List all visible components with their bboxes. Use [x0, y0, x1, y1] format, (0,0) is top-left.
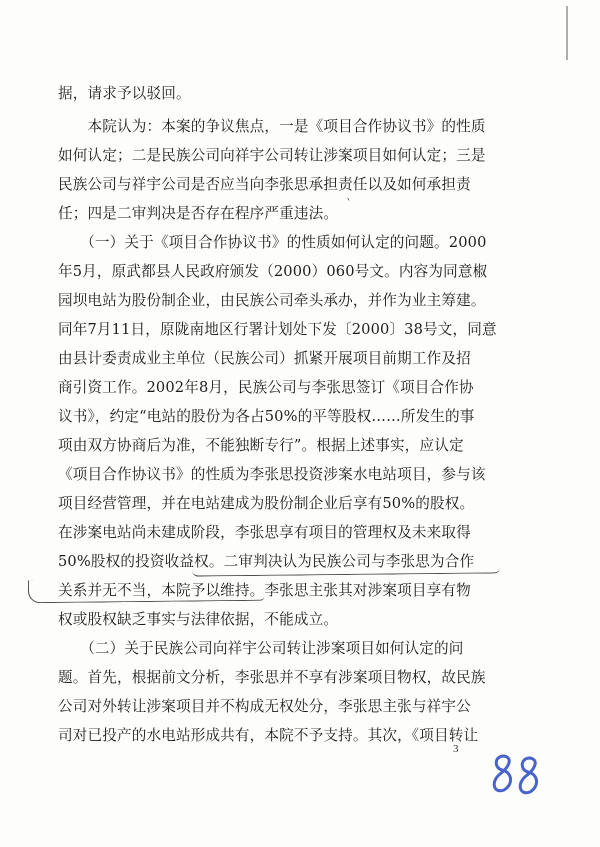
body-line-6: （一）关于《项目合作协议书》的性质如何认定的问题。2000: [58, 234, 487, 251]
underline-annotation-2: [28, 578, 264, 603]
body-line-20: （二）关于民族公司向祥宇公司转让涉案项目如何认定的问: [58, 640, 464, 657]
body-line-12: 议书》，约定“电站的股份为各占50%的平等股权……所发生的事: [58, 408, 475, 425]
body-line-22: 公司对外转让涉案项目并不构成无权处分，李张思主张与祥宇公: [58, 698, 471, 715]
body-line-14: 《项目合作协议书》的性质为李张思投资涉案水电站项目，参与该: [58, 466, 486, 483]
body-line-1: 据，请求予以驳回。: [58, 85, 191, 102]
body-line-2: 本院认为：本案的争议焦点，一是《项目合作协议书》的性质: [58, 118, 486, 135]
body-line-23: 司对已投产的水电站形成共有，本院不予支持。其次，《项目转让: [58, 727, 479, 744]
body-line-10: 由县计委责成业主单位（民族公司）抓紧开展项目前期工作及招: [58, 350, 471, 367]
handwritten-page-number: [488, 750, 548, 800]
body-line-11: 商引资工作。2002年8月，民族公司与李张思签订《项目合作协: [58, 379, 474, 396]
body-line-5: 任；四是二审判决是否存在程序严重违法。: [58, 205, 339, 222]
body-line-4: 民族公司与祥宇公司是否应当向李张思承担责任以及如何承担责: [58, 176, 471, 193]
handwritten-88-drawing: [488, 750, 548, 800]
scan-edge-mark: [566, 6, 568, 60]
body-line-15: 项目经营管理，并在电站建成为股份制企业后享有50%的股权。: [58, 495, 475, 512]
body-line-18: 关系并无不当，本院予以维持。李张思主张其对涉案项目享有物: [58, 582, 471, 599]
body-line-21: 题。首先，根据前文分析，李张思并不享有涉案项目物权，故民族: [58, 669, 486, 686]
body-line-7: 年5月，原武都县人民政府颁发（2000）060号文。内容为同意椒: [58, 263, 488, 280]
body-line-3: 如何认定；二是民族公司向祥宇公司转让涉案项目如何认定；三是: [58, 147, 486, 164]
body-line-16: 在涉案电站尚未建成阶段，李张思享有项目的管理权及未来取得: [58, 524, 471, 541]
body-line-19: 权或股权缺乏事实与法律依据，不能成立。: [58, 611, 339, 628]
body-line-13: 项由双方协商后为准，不能独断专行”。根据上述事实，应认定: [58, 437, 464, 454]
page-number: 3: [453, 743, 459, 755]
body-line-9: 同年7月11日，原陇南地区行署计划处下发〔2000〕38号文，同意: [58, 321, 497, 338]
body-line-17: 50%股权的投资收益权。二审判决认为民族公司与李张思为合作: [58, 553, 475, 570]
underline-annotation-1: [192, 552, 500, 576]
stray-mark: `: [346, 197, 352, 211]
body-line-8: 园坝电站为股份制企业，由民族公司牵头承办，并作为业主筹建。: [58, 292, 486, 309]
